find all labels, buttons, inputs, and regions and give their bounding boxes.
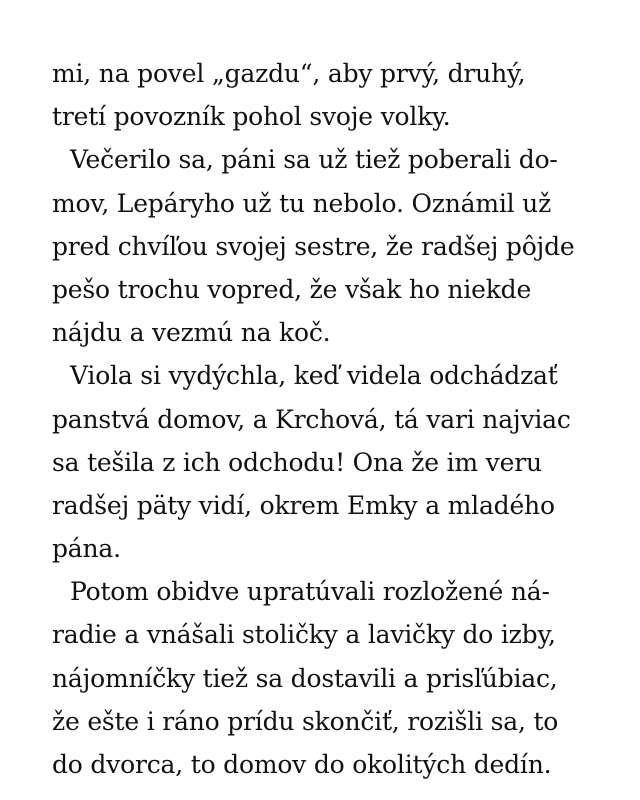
text-line: tretí povozník pohol svoje volky. bbox=[52, 102, 451, 132]
text-line: pešo trochu vopred, že však ho niekde bbox=[52, 274, 532, 304]
text-line: že ešte i ráno prídu skončiť, rozišli sa, to bbox=[52, 706, 559, 736]
paragraph-start-line: Potom obidve upratúvali rozložené ná- bbox=[70, 577, 550, 607]
text-line: nájdu a vezmú na koč. bbox=[52, 318, 331, 348]
text-line: sa tešila z ich odchodu! Ona že im veru bbox=[52, 447, 542, 477]
page-text bbox=[52, 52, 612, 786]
text-line: do dvorca, to domov do okolitých dedín. bbox=[52, 750, 552, 779]
text-line: pána. bbox=[52, 534, 121, 564]
paragraph-start-line: Večerilo sa, páni sa už tiež poberali do- bbox=[70, 145, 558, 175]
paragraph-start-line: Viola si vydýchla, keď videla odchádzať bbox=[70, 361, 558, 391]
text-line: radie a vnášali stoličky a lavičky do izby, bbox=[52, 620, 556, 650]
text-line: pred chvíľou svojej sestre, že radšej pôjde bbox=[52, 231, 575, 261]
text-line: radšej päty vidí, okrem Emky a mladého bbox=[52, 490, 555, 520]
text-line: mov, Lepáryho už tu nebolo. Oznámil už bbox=[52, 188, 552, 218]
text-line: panstvá domov, a Krchová, tá vari najviac bbox=[52, 404, 571, 434]
text-line: mi, na povel „gazdu“, aby prvý, druhý, bbox=[52, 59, 526, 88]
text-line: nájomníčky tiež sa dostavili a prisľúbiac, bbox=[52, 663, 558, 693]
